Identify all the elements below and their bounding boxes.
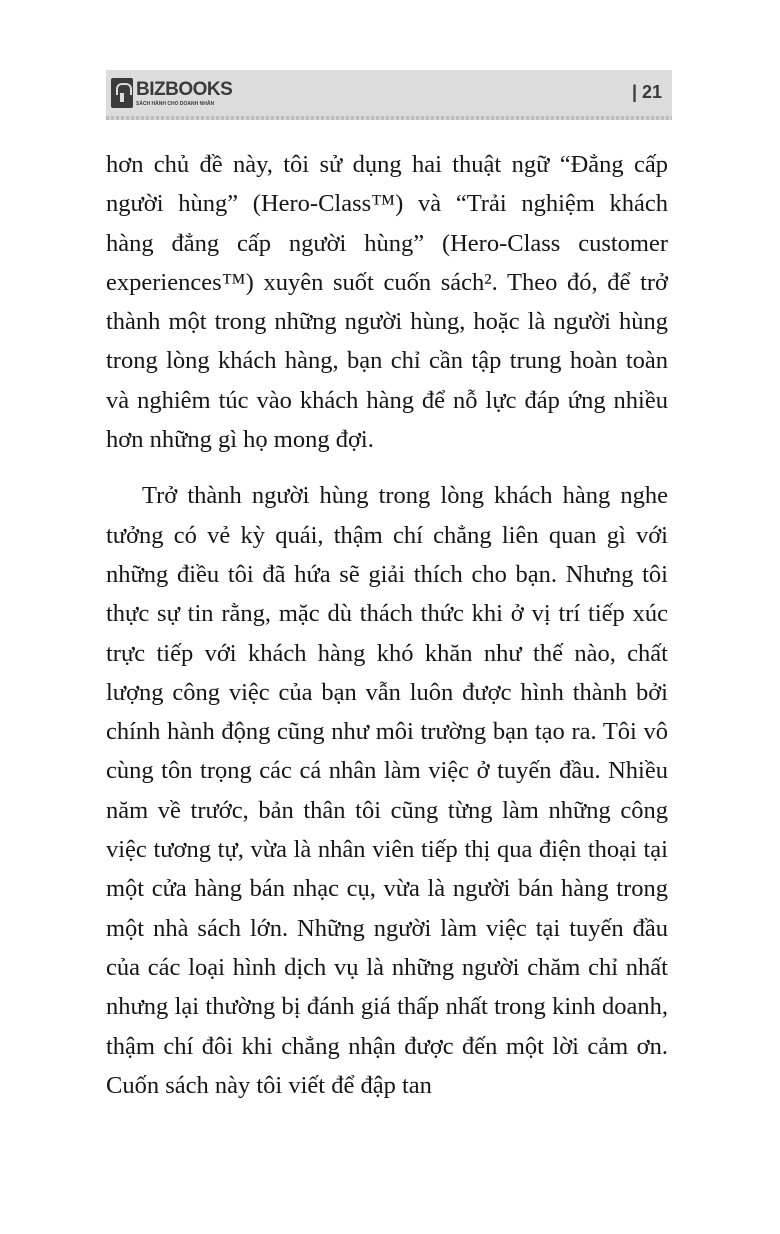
page-number: | 21: [631, 82, 662, 102]
paragraph: Trở thành người hùng trong lòng khách hàng nghe tưởng có vẻ kỳ quái, thậm chí chẳng liên quan gì với những điều tôi đã hứa sẽ giải thích cho bạn. Nhưng tôi thực sự tin rằng, mặc dù thách thức khi ở vị trí tiếp xúc trực tiếp với khách hàng khó khăn như thế nào, chất lượng công việc của bạn vẫn luôn được hình thành bởi chính hành động cũng như môi trường bạn tạo ra. Tôi vô cùng tôn trọng các cá nhân làm việc ở tuyến đầu. Nhiều năm về trước, bản thân tôi cũng từng làm những công việc tương tự, vừa là nhân viên tiếp thị qua điện thoại tại một cửa hàng bán nhạc cụ, vừa là người bán hàng trong một nhà sách lớn. Những người làm việc tại tuyến đầu của các loại hình dịch vụ là những người chăm chỉ nhất nhưng lại thường bị đánh giá thấp nhất trong kinh doanh, thậm chí đôi khi chẳng nhận được đến một lời cảm ơn. Cuốn sách này tôi viết để đập tan: [106, 482, 668, 1099]
lightbulb-icon: [111, 78, 133, 108]
paragraph: hơn chủ đề này, tôi sử dụng hai thuật ngữ “Đẳng cấp người hùng” (Hero-Class™) và “Trải nghiệm khách hàng đẳng cấp người hùng” (Hero-Class customer experiences™) xuyên suốt cuốn sách². Theo đó, để trở thành một trong những người hùng, hoặc là người hùng trong lòng khách hàng, bạn chỉ cần tập trung hoàn toàn và nghiêm túc vào khách hàng để nỗ lực đáp ứng nhiều hơn những gì họ mong đợi.: [106, 151, 668, 454]
page-body: [106, 145, 668, 1105]
logo-name: BIZBOOKS: [136, 78, 233, 100]
logo-tagline: SÁCH HÀNH CHO DOANH NHÂN: [136, 100, 215, 107]
logo-wordmark: [136, 80, 232, 107]
header-divider: [106, 116, 672, 120]
bizbooks-logo: [111, 76, 232, 110]
